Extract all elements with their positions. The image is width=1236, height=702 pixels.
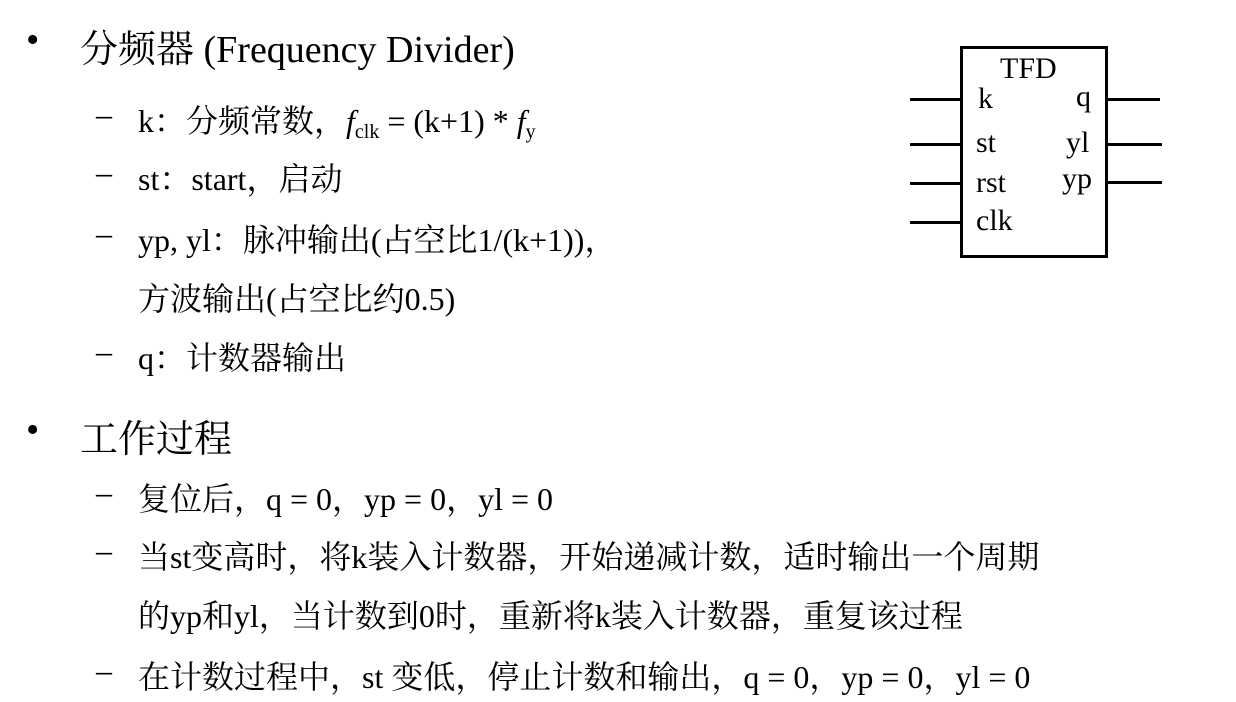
- port-yl: yl: [1066, 126, 1090, 159]
- item-k-text: k：分频常数，: [138, 103, 347, 139]
- formula-f-clk: f: [346, 103, 355, 139]
- dash-q: –: [96, 333, 112, 369]
- port-st: st: [976, 126, 997, 159]
- pin-st: [910, 143, 960, 146]
- item-st-high-line2: 的yp和yl，当计数到0时，重新将k装入计数器，重复该过程: [138, 598, 963, 634]
- section1-title: 分频器 (Frequency Divider): [80, 29, 515, 71]
- section2-bullet: •: [26, 409, 40, 451]
- item-q: q：计数器输出: [138, 340, 347, 376]
- item-yp-line2: 方波输出(占空比约0.5): [138, 281, 456, 317]
- pin-rst: [910, 182, 960, 185]
- dash-k: –: [96, 96, 112, 132]
- dash-yp: –: [96, 215, 112, 251]
- port-k: k: [978, 82, 993, 115]
- item-st-low: 在计数过程中，st 变低，停止计数和输出，q = 0，yp = 0，yl = 0: [138, 659, 1031, 695]
- port-q: q: [1076, 80, 1091, 113]
- section1-bullet: •: [26, 19, 40, 61]
- pin-yp: [1108, 181, 1162, 184]
- item-st: st：start，启动: [138, 161, 343, 197]
- port-yp: yp: [1062, 162, 1092, 195]
- tfd-label: TFD: [1000, 52, 1057, 85]
- dash-reset: –: [96, 474, 112, 510]
- pin-k: [910, 98, 960, 101]
- pin-q: [1108, 98, 1160, 101]
- formula-sub-clk: clk: [354, 121, 380, 143]
- dash-st-high: –: [96, 532, 112, 568]
- dash-st: –: [96, 154, 112, 190]
- item-reset: 复位后，q = 0，yp = 0，yl = 0: [138, 481, 554, 517]
- item-st-high-line1: 当st变高时，将k装入计数器，开始递减计数，适时输出一个周期: [138, 539, 1040, 575]
- formula-f-y: f: [516, 103, 526, 139]
- dash-st-low: –: [96, 652, 112, 688]
- section2-title: 工作过程: [80, 419, 233, 461]
- pin-yl: [1108, 143, 1162, 146]
- formula-mid: = (k+1) *: [379, 103, 517, 139]
- port-rst: rst: [976, 166, 1006, 199]
- pin-clk: [910, 221, 960, 224]
- item-k: [138, 96, 536, 144]
- item-yp-line1: yp, yl：脉冲输出(占空比1/(k+1))，: [138, 222, 617, 258]
- port-clk: clk: [976, 204, 1013, 237]
- formula-sub-y: y: [525, 121, 536, 143]
